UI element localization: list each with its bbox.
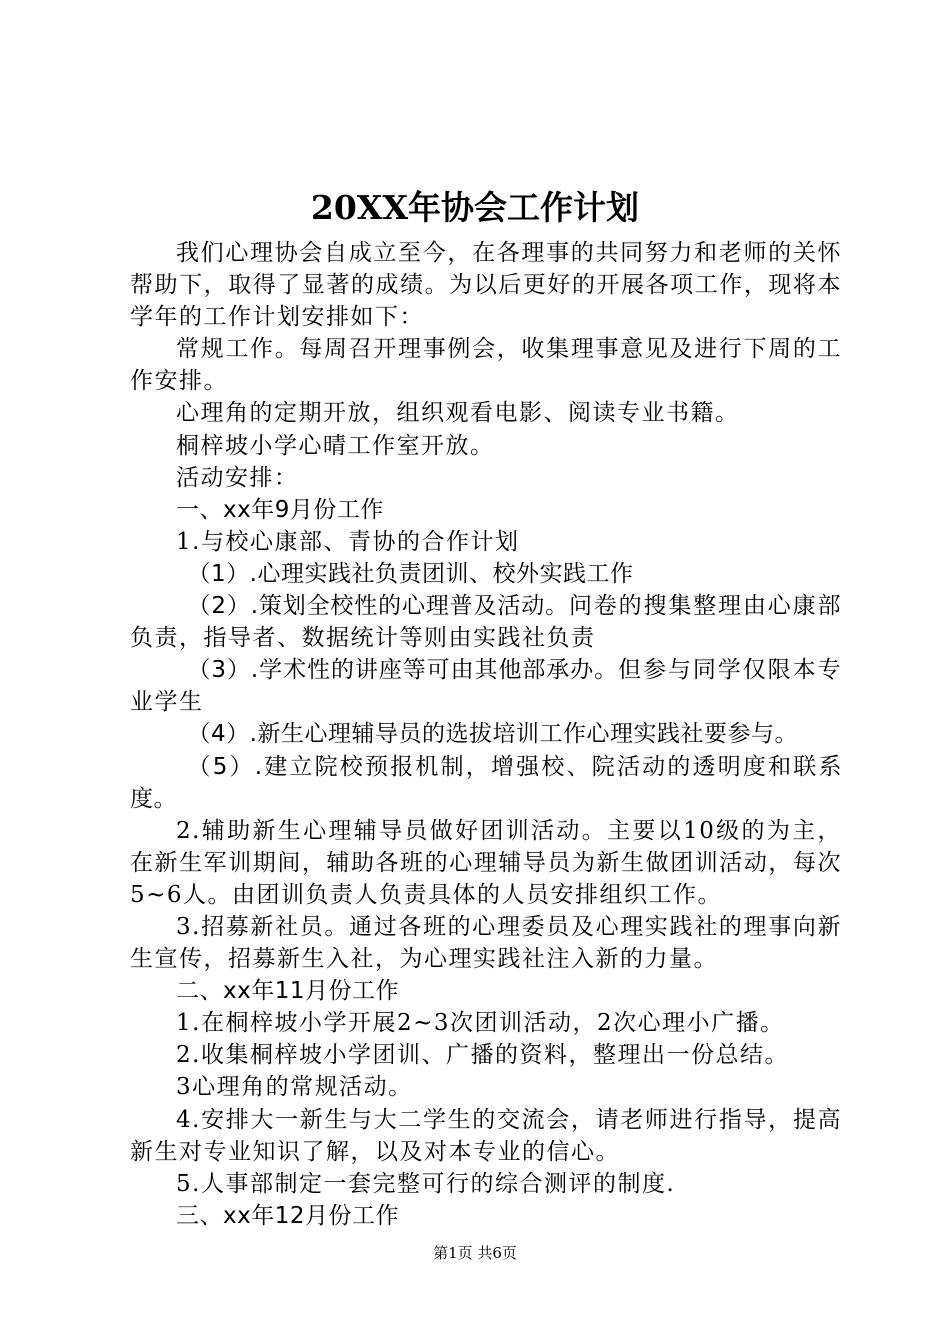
paragraph-routine: 常规工作。每周召开理事例会，收集理事意见及进行下周的工作安排。 (130, 336, 842, 395)
sub-item-sep-3 (130, 654, 842, 718)
paragraph-school: 桐梓坡小学心晴工作室开放。 (176, 432, 495, 459)
document-title: 20XX年协会工作计划 (310, 188, 640, 227)
section-heading-november: 二、xx年11月份工作 (176, 978, 399, 1005)
list-item-nov-5: 5.人事部制定一套完整可行的综合测评的制度. (176, 1170, 676, 1197)
sub-item-sep-2-lead: （2）.策划全校性的心理普及活动。 (187, 593, 569, 620)
section-heading-december: 三、xx年12月份工作 (176, 1202, 399, 1229)
sub-item-sep-1: （1）.心理实践社负责团训、校外实践工作 (187, 560, 634, 587)
list-item-sep-1: 1.与校心康部、青协的合作计划 (176, 528, 520, 555)
sub-item-sep-2 (130, 590, 842, 654)
sub-item-sep-5: （5）.建立院校预报机制，增强校、院活动的透明度和联系度。 (130, 753, 842, 812)
list-item-nov-3: 3心理角的常规活动。 (176, 1074, 413, 1101)
list-item-sep-2: 2.辅助新生心理辅导员做好团训活动。主要以10级的为主，在新生军训期间，辅助各班的心理辅导员为新生做团训活动，每次5~6人。由团训负责人负责具体的人员安排组织工作。 (130, 817, 842, 908)
sub-item-sep-3-rest: 但参与同学仅限本专业学生 (130, 657, 842, 716)
document-body (130, 237, 842, 1232)
paragraph-corner: 心理角的定期开放，组织观看电影、阅读专业书籍。 (176, 400, 740, 427)
list-item-sep-3: 3.招募新社员。通过各班的心理委员及心理实践社的理事向新生宣传，招募新生入社，为心理实践社注入新的力量。 (130, 913, 842, 973)
sub-item-sep-2-rest: 问卷的搜集整理由心康部负责，指导者、数据统计等则由实践社负责 (130, 593, 843, 652)
page-number-footer: 第1页 共6页 (433, 1244, 517, 1262)
paragraph-intro: 我们心理协会自成立至今，在各理事的共同努力和老师的关怀帮助下，取得了显著的成绩。为以后更好的开展各项工作，现将本学年的工作计划安排如下： (130, 240, 842, 331)
list-item-nov-4: 4.安排大一新生与大二学生的交流会，请老师进行指导，提高新生对专业知识了解，以及对本专业的信心。 (130, 1106, 842, 1165)
list-item-nov-2: 2.收集桐梓坡小学团训、广播的资料，整理出一份总结。 (176, 1042, 789, 1069)
sub-item-sep-4: （4）.新生心理辅导员的选拔培训工作心理实践社要参与。 (187, 721, 798, 748)
section-heading-september: 一、xx年9月份工作 (176, 496, 384, 523)
list-item-nov-1: 1.在桐梓坡小学开展2~3次团训活动，2次心理小广播。 (176, 1010, 785, 1037)
sub-item-sep-3-lead: （3）.学术性的讲座等可由其他部承办。 (187, 657, 619, 684)
paragraph-activities: 活动安排： (176, 464, 299, 491)
